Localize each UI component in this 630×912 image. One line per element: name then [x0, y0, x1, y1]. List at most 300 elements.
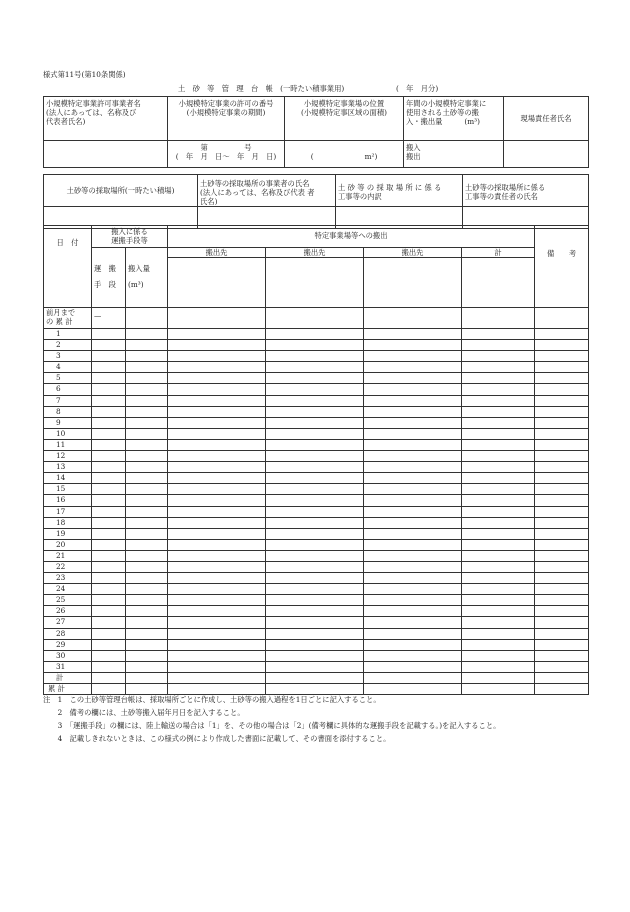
- table-row: [44, 417, 589, 428]
- row-transport-cell[interactable]: [92, 373, 126, 384]
- row-remarks-cell[interactable]: [535, 684, 589, 695]
- row-dest-3-cell[interactable]: [364, 672, 462, 683]
- row-dest-3-cell[interactable]: [364, 395, 462, 406]
- row-transport-cell[interactable]: [92, 428, 126, 439]
- row-total-cell[interactable]: [462, 528, 535, 539]
- row-dest-2-cell[interactable]: [266, 417, 364, 428]
- table-row: [44, 639, 589, 650]
- carry-out-header: 特定事業場等への搬出: [168, 226, 535, 248]
- prev-month-remarks[interactable]: [535, 308, 589, 329]
- row-amount-cell[interactable]: [126, 661, 168, 672]
- row-transport-cell[interactable]: [92, 672, 126, 683]
- row-dest-2-cell[interactable]: [266, 406, 364, 417]
- row-dest-2-cell[interactable]: [266, 473, 364, 484]
- table-row: [44, 661, 589, 672]
- row-transport-cell[interactable]: [92, 384, 126, 395]
- row-total-cell[interactable]: [462, 395, 535, 406]
- row-amount-cell[interactable]: [126, 573, 168, 584]
- row-total-cell[interactable]: [462, 573, 535, 584]
- row-remarks-cell[interactable]: [535, 606, 589, 617]
- row-dest-2-cell[interactable]: [266, 428, 364, 439]
- table-row: [44, 550, 589, 561]
- row-amount-cell[interactable]: [126, 550, 168, 561]
- row-amount-cell[interactable]: [126, 439, 168, 450]
- row-dest-2-cell[interactable]: [266, 384, 364, 395]
- row-dest-3-cell[interactable]: [364, 340, 462, 351]
- destination-label: 搬出先: [266, 248, 363, 258]
- row-transport-cell[interactable]: [92, 617, 126, 628]
- destination-header-1: [168, 248, 266, 308]
- row-date-label: 累 計: [44, 684, 92, 695]
- destination-label: 搬出先: [364, 248, 461, 258]
- row-amount-cell[interactable]: [126, 650, 168, 661]
- row-remarks-cell[interactable]: [535, 417, 589, 428]
- row-dest-2-cell[interactable]: [266, 351, 364, 362]
- row-date-label: 29: [44, 639, 92, 650]
- row-dest-3-cell[interactable]: [364, 584, 462, 595]
- row-date-label: 11: [44, 439, 92, 450]
- row-dest-2-cell[interactable]: [266, 639, 364, 650]
- row-total-cell[interactable]: [462, 517, 535, 528]
- site-manager-cell[interactable]: [504, 141, 589, 168]
- row-total-cell[interactable]: [462, 550, 535, 561]
- row-dest-1-cell[interactable]: [168, 417, 266, 428]
- notes: [43, 693, 500, 745]
- row-total-cell[interactable]: [462, 606, 535, 617]
- row-dest-2-cell[interactable]: [266, 617, 364, 628]
- table-row: [44, 351, 589, 362]
- row-total-cell[interactable]: [462, 628, 535, 639]
- row-dest-2-cell[interactable]: [266, 495, 364, 506]
- row-dest-3-cell[interactable]: [364, 473, 462, 484]
- prev-month-dest-3[interactable]: [364, 308, 462, 329]
- destination-header-2: [266, 248, 364, 308]
- row-amount-cell[interactable]: [126, 672, 168, 683]
- row-total-cell[interactable]: [462, 439, 535, 450]
- note-4: 4 記載しきれないときは、この様式の例により作成した書面に記載して、その書面を添付すること。: [43, 734, 391, 743]
- row-amount-cell[interactable]: [126, 606, 168, 617]
- row-remarks-cell[interactable]: [535, 628, 589, 639]
- row-dest-2-cell[interactable]: [266, 517, 364, 528]
- row-remarks-cell[interactable]: [535, 395, 589, 406]
- row-dest-3-cell[interactable]: [364, 517, 462, 528]
- row-remarks-cell[interactable]: [535, 617, 589, 628]
- row-dest-3-cell[interactable]: [364, 428, 462, 439]
- row-dest-3-cell[interactable]: [364, 528, 462, 539]
- row-dest-1-cell[interactable]: [168, 528, 266, 539]
- total-label: 計: [462, 248, 534, 258]
- row-total-cell[interactable]: [462, 672, 535, 683]
- row-transport-cell[interactable]: [92, 417, 126, 428]
- row-dest-2-cell[interactable]: [266, 462, 364, 473]
- row-date-label: 30: [44, 650, 92, 661]
- table-row: [44, 495, 589, 506]
- row-transport-cell[interactable]: [92, 462, 126, 473]
- row-dest-3-cell[interactable]: [364, 417, 462, 428]
- destination-header-3: [364, 248, 462, 308]
- row-date-label: 28: [44, 628, 92, 639]
- row-transport-cell[interactable]: [92, 506, 126, 517]
- carry-in-label: 搬入: [406, 143, 421, 152]
- row-transport-cell[interactable]: [92, 484, 126, 495]
- row-dest-1-cell[interactable]: [168, 628, 266, 639]
- row-dest-2-cell[interactable]: [266, 451, 364, 462]
- row-dest-2-cell[interactable]: [266, 439, 364, 450]
- row-amount-cell[interactable]: [126, 561, 168, 572]
- row-transport-cell[interactable]: [92, 661, 126, 672]
- row-date-label: 14: [44, 473, 92, 484]
- row-transport-cell[interactable]: [92, 362, 126, 373]
- permit-holder-cell[interactable]: [44, 141, 168, 168]
- row-transport-cell[interactable]: [92, 539, 126, 550]
- row-dest-3-cell[interactable]: [364, 384, 462, 395]
- row-remarks-cell[interactable]: [535, 517, 589, 528]
- row-amount-cell[interactable]: [126, 428, 168, 439]
- row-remarks-cell[interactable]: [535, 561, 589, 572]
- row-transport-cell[interactable]: [92, 395, 126, 406]
- row-dest-2-cell[interactable]: [266, 661, 364, 672]
- row-amount-cell[interactable]: [126, 539, 168, 550]
- row-total-cell[interactable]: [462, 462, 535, 473]
- row-date-label: 9: [44, 417, 92, 428]
- row-remarks-cell[interactable]: [535, 384, 589, 395]
- table-row: [44, 517, 589, 528]
- row-remarks-cell[interactable]: [535, 506, 589, 517]
- row-dest-2-cell[interactable]: [266, 561, 364, 572]
- row-dest-1-cell[interactable]: [168, 595, 266, 606]
- row-amount-cell[interactable]: [126, 517, 168, 528]
- row-total-cell[interactable]: [462, 639, 535, 650]
- row-amount-cell[interactable]: [126, 340, 168, 351]
- row-remarks-cell[interactable]: [535, 550, 589, 561]
- row-dest-3-cell[interactable]: [364, 362, 462, 373]
- row-remarks-cell[interactable]: [535, 528, 589, 539]
- note-3: 3 「運搬手段」の欄には、陸上輸送の場合は「1」を、その他の場合は「2」(備考欄に具体的な運搬手段を記載する。)を記入すること。: [43, 721, 501, 730]
- row-dest-3-cell[interactable]: [364, 373, 462, 384]
- row-amount-cell[interactable]: [126, 506, 168, 517]
- row-dest-2-cell[interactable]: [266, 362, 364, 373]
- row-amount-cell[interactable]: [126, 351, 168, 362]
- row-amount-cell[interactable]: [126, 329, 168, 340]
- row-dest-1-cell[interactable]: [168, 340, 266, 351]
- row-dest-1-cell[interactable]: [168, 406, 266, 417]
- row-total-cell[interactable]: [462, 584, 535, 595]
- row-transport-cell[interactable]: [92, 584, 126, 595]
- row-date-label: 22: [44, 561, 92, 572]
- row-dest-1-cell[interactable]: [168, 462, 266, 473]
- table-row: [44, 628, 589, 639]
- page-title: 土 砂 等 管 理 台 帳 (一時たい積事業用): [178, 84, 345, 93]
- row-remarks-cell[interactable]: [535, 661, 589, 672]
- table-row: [44, 484, 589, 495]
- form-number: 様式第11号(第10条関係): [43, 70, 126, 79]
- row-dest-1-cell[interactable]: [168, 428, 266, 439]
- row-transport-cell[interactable]: [92, 550, 126, 561]
- row-transport-cell[interactable]: [92, 517, 126, 528]
- row-transport-cell[interactable]: [92, 573, 126, 584]
- row-transport-cell[interactable]: [92, 561, 126, 572]
- row-remarks-cell[interactable]: [535, 650, 589, 661]
- row-remarks-cell[interactable]: [535, 584, 589, 595]
- row-amount-cell[interactable]: [126, 451, 168, 462]
- row-dest-1-cell[interactable]: [168, 384, 266, 395]
- table-row: [44, 506, 589, 517]
- row-dest-1-cell[interactable]: [168, 506, 266, 517]
- row-date-label: 6: [44, 384, 92, 395]
- row-dest-2-cell[interactable]: [266, 550, 364, 561]
- row-remarks-cell[interactable]: [535, 595, 589, 606]
- site-area-cell[interactable]: [285, 141, 404, 168]
- row-dest-2-cell[interactable]: [266, 373, 364, 384]
- row-amount-cell[interactable]: [126, 384, 168, 395]
- prev-month-dest-1[interactable]: [168, 308, 266, 329]
- row-dest-2-cell[interactable]: [266, 329, 364, 340]
- row-total-cell[interactable]: [462, 473, 535, 484]
- site-area-text: ( m²): [310, 152, 378, 161]
- row-dest-2-cell[interactable]: [266, 539, 364, 550]
- row-total-cell[interactable]: [462, 539, 535, 550]
- row-remarks-cell[interactable]: [535, 451, 589, 462]
- row-dest-1-cell[interactable]: [168, 351, 266, 362]
- row-amount-cell[interactable]: [126, 462, 168, 473]
- row-remarks-cell[interactable]: [535, 406, 589, 417]
- row-transport-cell[interactable]: [92, 406, 126, 417]
- row-amount-cell[interactable]: [126, 484, 168, 495]
- row-date-label: 7: [44, 395, 92, 406]
- row-dest-1-cell[interactable]: [168, 329, 266, 340]
- row-transport-cell[interactable]: [92, 329, 126, 340]
- row-dest-1-cell[interactable]: [168, 373, 266, 384]
- permit-number-text: 第 号: [200, 143, 252, 152]
- permit-number-cell[interactable]: [168, 141, 285, 168]
- row-dest-3-cell[interactable]: [364, 561, 462, 572]
- row-amount-cell[interactable]: [126, 395, 168, 406]
- business-info-table: [43, 96, 589, 168]
- row-transport-cell[interactable]: [92, 595, 126, 606]
- row-amount-cell[interactable]: [126, 528, 168, 539]
- row-total-cell[interactable]: [462, 617, 535, 628]
- row-total-cell[interactable]: [462, 484, 535, 495]
- row-dest-3-cell[interactable]: [364, 650, 462, 661]
- row-remarks-cell[interactable]: [535, 573, 589, 584]
- row-total-cell[interactable]: [462, 406, 535, 417]
- row-remarks-cell[interactable]: [535, 362, 589, 373]
- transport-method-header: 運 搬 手 段: [92, 248, 126, 308]
- table-row: [44, 428, 589, 439]
- row-transport-cell[interactable]: [92, 606, 126, 617]
- row-dest-1-cell[interactable]: [168, 451, 266, 462]
- row-dest-2-cell[interactable]: [266, 573, 364, 584]
- row-total-cell[interactable]: [462, 428, 535, 439]
- prev-month-dest-2[interactable]: [266, 308, 364, 329]
- row-total-cell[interactable]: [462, 506, 535, 517]
- row-remarks-cell[interactable]: [535, 495, 589, 506]
- row-remarks-cell[interactable]: [535, 462, 589, 473]
- row-dest-2-cell[interactable]: [266, 340, 364, 351]
- row-amount-cell[interactable]: [126, 417, 168, 428]
- row-dest-1-cell[interactable]: [168, 561, 266, 572]
- row-transport-cell[interactable]: [92, 351, 126, 362]
- table-row: [44, 329, 589, 340]
- row-dest-2-cell[interactable]: [266, 528, 364, 539]
- row-remarks-cell[interactable]: [535, 639, 589, 650]
- row-total-cell[interactable]: [462, 384, 535, 395]
- prev-month-total[interactable]: [462, 308, 535, 329]
- note-1: 注 1 この土砂等管理台帳は、採取場所ごとに作成し、土砂等の搬入過程を1日ごとに記入すること。: [43, 695, 381, 704]
- row-dest-1-cell[interactable]: [168, 539, 266, 550]
- table-row: [44, 473, 589, 484]
- row-dest-2-cell[interactable]: [266, 395, 364, 406]
- row-dest-3-cell[interactable]: [364, 451, 462, 462]
- row-amount-cell[interactable]: [126, 406, 168, 417]
- row-dest-1-cell[interactable]: [168, 484, 266, 495]
- row-dest-3-cell[interactable]: [364, 329, 462, 340]
- row-dest-3-cell[interactable]: [364, 606, 462, 617]
- row-total-cell[interactable]: [462, 650, 535, 661]
- row-dest-2-cell[interactable]: [266, 628, 364, 639]
- collection-site-header: 土砂等の採取場所(一時たい積場): [44, 175, 198, 207]
- row-dest-3-cell[interactable]: [364, 661, 462, 672]
- row-date-label: 4: [44, 362, 92, 373]
- row-remarks-cell[interactable]: [535, 473, 589, 484]
- row-date-label: 21: [44, 550, 92, 561]
- row-total-cell[interactable]: [462, 351, 535, 362]
- row-dest-3-cell[interactable]: [364, 406, 462, 417]
- row-remarks-cell[interactable]: [535, 439, 589, 450]
- row-amount-cell[interactable]: [126, 617, 168, 628]
- row-transport-cell[interactable]: [92, 639, 126, 650]
- permit-number-header: 小規模特定事業の許可の番号 (小規模特定事業の期間): [168, 97, 285, 141]
- row-dest-3-cell[interactable]: [364, 351, 462, 362]
- row-dest-1-cell[interactable]: [168, 672, 266, 683]
- row-dest-1-cell[interactable]: [168, 517, 266, 528]
- row-total-cell[interactable]: [462, 340, 535, 351]
- row-total-cell[interactable]: [462, 451, 535, 462]
- row-amount-cell[interactable]: [126, 362, 168, 373]
- row-remarks-cell[interactable]: [535, 373, 589, 384]
- row-transport-cell[interactable]: [92, 495, 126, 506]
- row-transport-cell[interactable]: [92, 628, 126, 639]
- row-dest-1-cell[interactable]: [168, 650, 266, 661]
- row-dest-3-cell[interactable]: [364, 639, 462, 650]
- row-date-label: 24: [44, 584, 92, 595]
- row-dest-1-cell[interactable]: [168, 573, 266, 584]
- row-dest-2-cell[interactable]: [266, 584, 364, 595]
- row-transport-cell[interactable]: [92, 473, 126, 484]
- row-total-cell[interactable]: [462, 495, 535, 506]
- row-date-label: 1: [44, 329, 92, 340]
- row-date-label: 23: [44, 573, 92, 584]
- row-transport-cell[interactable]: [92, 340, 126, 351]
- row-amount-cell[interactable]: [126, 495, 168, 506]
- row-dest-2-cell[interactable]: [266, 606, 364, 617]
- row-dest-3-cell[interactable]: [364, 439, 462, 450]
- row-dest-1-cell[interactable]: [168, 617, 266, 628]
- row-amount-cell[interactable]: [126, 595, 168, 606]
- row-remarks-cell[interactable]: [535, 428, 589, 439]
- row-amount-cell[interactable]: [126, 373, 168, 384]
- table-row: [44, 462, 589, 473]
- row-dest-3-cell[interactable]: [364, 617, 462, 628]
- row-dest-1-cell[interactable]: [168, 606, 266, 617]
- row-date-label: 2: [44, 340, 92, 351]
- table-row: [44, 617, 589, 628]
- row-dest-1-cell[interactable]: [168, 495, 266, 506]
- construction-breakdown-header: 土 砂 等 の 採 取 場 所 に 係 る 工事等の内訳: [336, 175, 463, 207]
- row-total-cell[interactable]: [462, 661, 535, 672]
- row-dest-1-cell[interactable]: [168, 362, 266, 373]
- row-transport-cell[interactable]: [92, 650, 126, 661]
- row-dest-3-cell[interactable]: [364, 495, 462, 506]
- site-manager-header: 現場責任者氏名: [504, 97, 589, 141]
- row-transport-cell[interactable]: [92, 528, 126, 539]
- row-dest-1-cell[interactable]: [168, 395, 266, 406]
- row-amount-cell[interactable]: [126, 639, 168, 650]
- table-row: [44, 650, 589, 661]
- row-dest-3-cell[interactable]: [364, 484, 462, 495]
- row-remarks-cell[interactable]: [535, 539, 589, 550]
- row-amount-cell[interactable]: [126, 628, 168, 639]
- row-amount-cell[interactable]: [126, 584, 168, 595]
- row-remarks-cell[interactable]: [535, 329, 589, 340]
- row-total-cell[interactable]: [462, 329, 535, 340]
- prev-month-amount[interactable]: [126, 308, 168, 329]
- row-date-label: 27: [44, 617, 92, 628]
- row-dest-1-cell[interactable]: [168, 550, 266, 561]
- row-dest-1-cell[interactable]: [168, 473, 266, 484]
- row-dest-1-cell[interactable]: [168, 639, 266, 650]
- row-dest-2-cell[interactable]: [266, 650, 364, 661]
- row-remarks-cell[interactable]: [535, 340, 589, 351]
- row-total-cell[interactable]: [462, 417, 535, 428]
- row-amount-cell[interactable]: [126, 473, 168, 484]
- annual-volume-cell[interactable]: [404, 141, 504, 168]
- row-dest-2-cell[interactable]: [266, 595, 364, 606]
- row-total-cell[interactable]: [462, 373, 535, 384]
- annual-volume-header: 年間の小規模特定事業に 使用される土砂等の搬 入・搬出量 (m³): [404, 97, 504, 141]
- row-dest-2-cell[interactable]: [266, 506, 364, 517]
- table-row: [44, 439, 589, 450]
- row-dest-2-cell[interactable]: [266, 672, 364, 683]
- row-total-cell[interactable]: [462, 561, 535, 572]
- row-transport-cell[interactable]: [92, 439, 126, 450]
- row-dest-1-cell[interactable]: [168, 584, 266, 595]
- row-total-cell[interactable]: [462, 595, 535, 606]
- table-row: [44, 406, 589, 417]
- row-dest-1-cell[interactable]: [168, 439, 266, 450]
- row-dest-3-cell[interactable]: [364, 550, 462, 561]
- row-dest-2-cell[interactable]: [266, 484, 364, 495]
- row-remarks-cell[interactable]: [535, 672, 589, 683]
- row-date-label: 13: [44, 462, 92, 473]
- table-row: [44, 584, 589, 595]
- row-dest-3-cell[interactable]: [364, 462, 462, 473]
- row-dest-1-cell[interactable]: [168, 661, 266, 672]
- row-dest-3-cell[interactable]: [364, 573, 462, 584]
- destination-label: 搬出先: [168, 248, 265, 258]
- row-dest-3-cell[interactable]: [364, 628, 462, 639]
- row-date-label: 19: [44, 528, 92, 539]
- table-row: [44, 539, 589, 550]
- row-transport-cell[interactable]: [92, 451, 126, 462]
- row-dest-3-cell[interactable]: [364, 539, 462, 550]
- prev-month-label: 前月まで の 累 計: [44, 308, 92, 329]
- row-remarks-cell[interactable]: [535, 351, 589, 362]
- row-dest-3-cell[interactable]: [364, 595, 462, 606]
- row-remarks-cell[interactable]: [535, 484, 589, 495]
- row-dest-3-cell[interactable]: [364, 506, 462, 517]
- row-total-cell[interactable]: [462, 362, 535, 373]
